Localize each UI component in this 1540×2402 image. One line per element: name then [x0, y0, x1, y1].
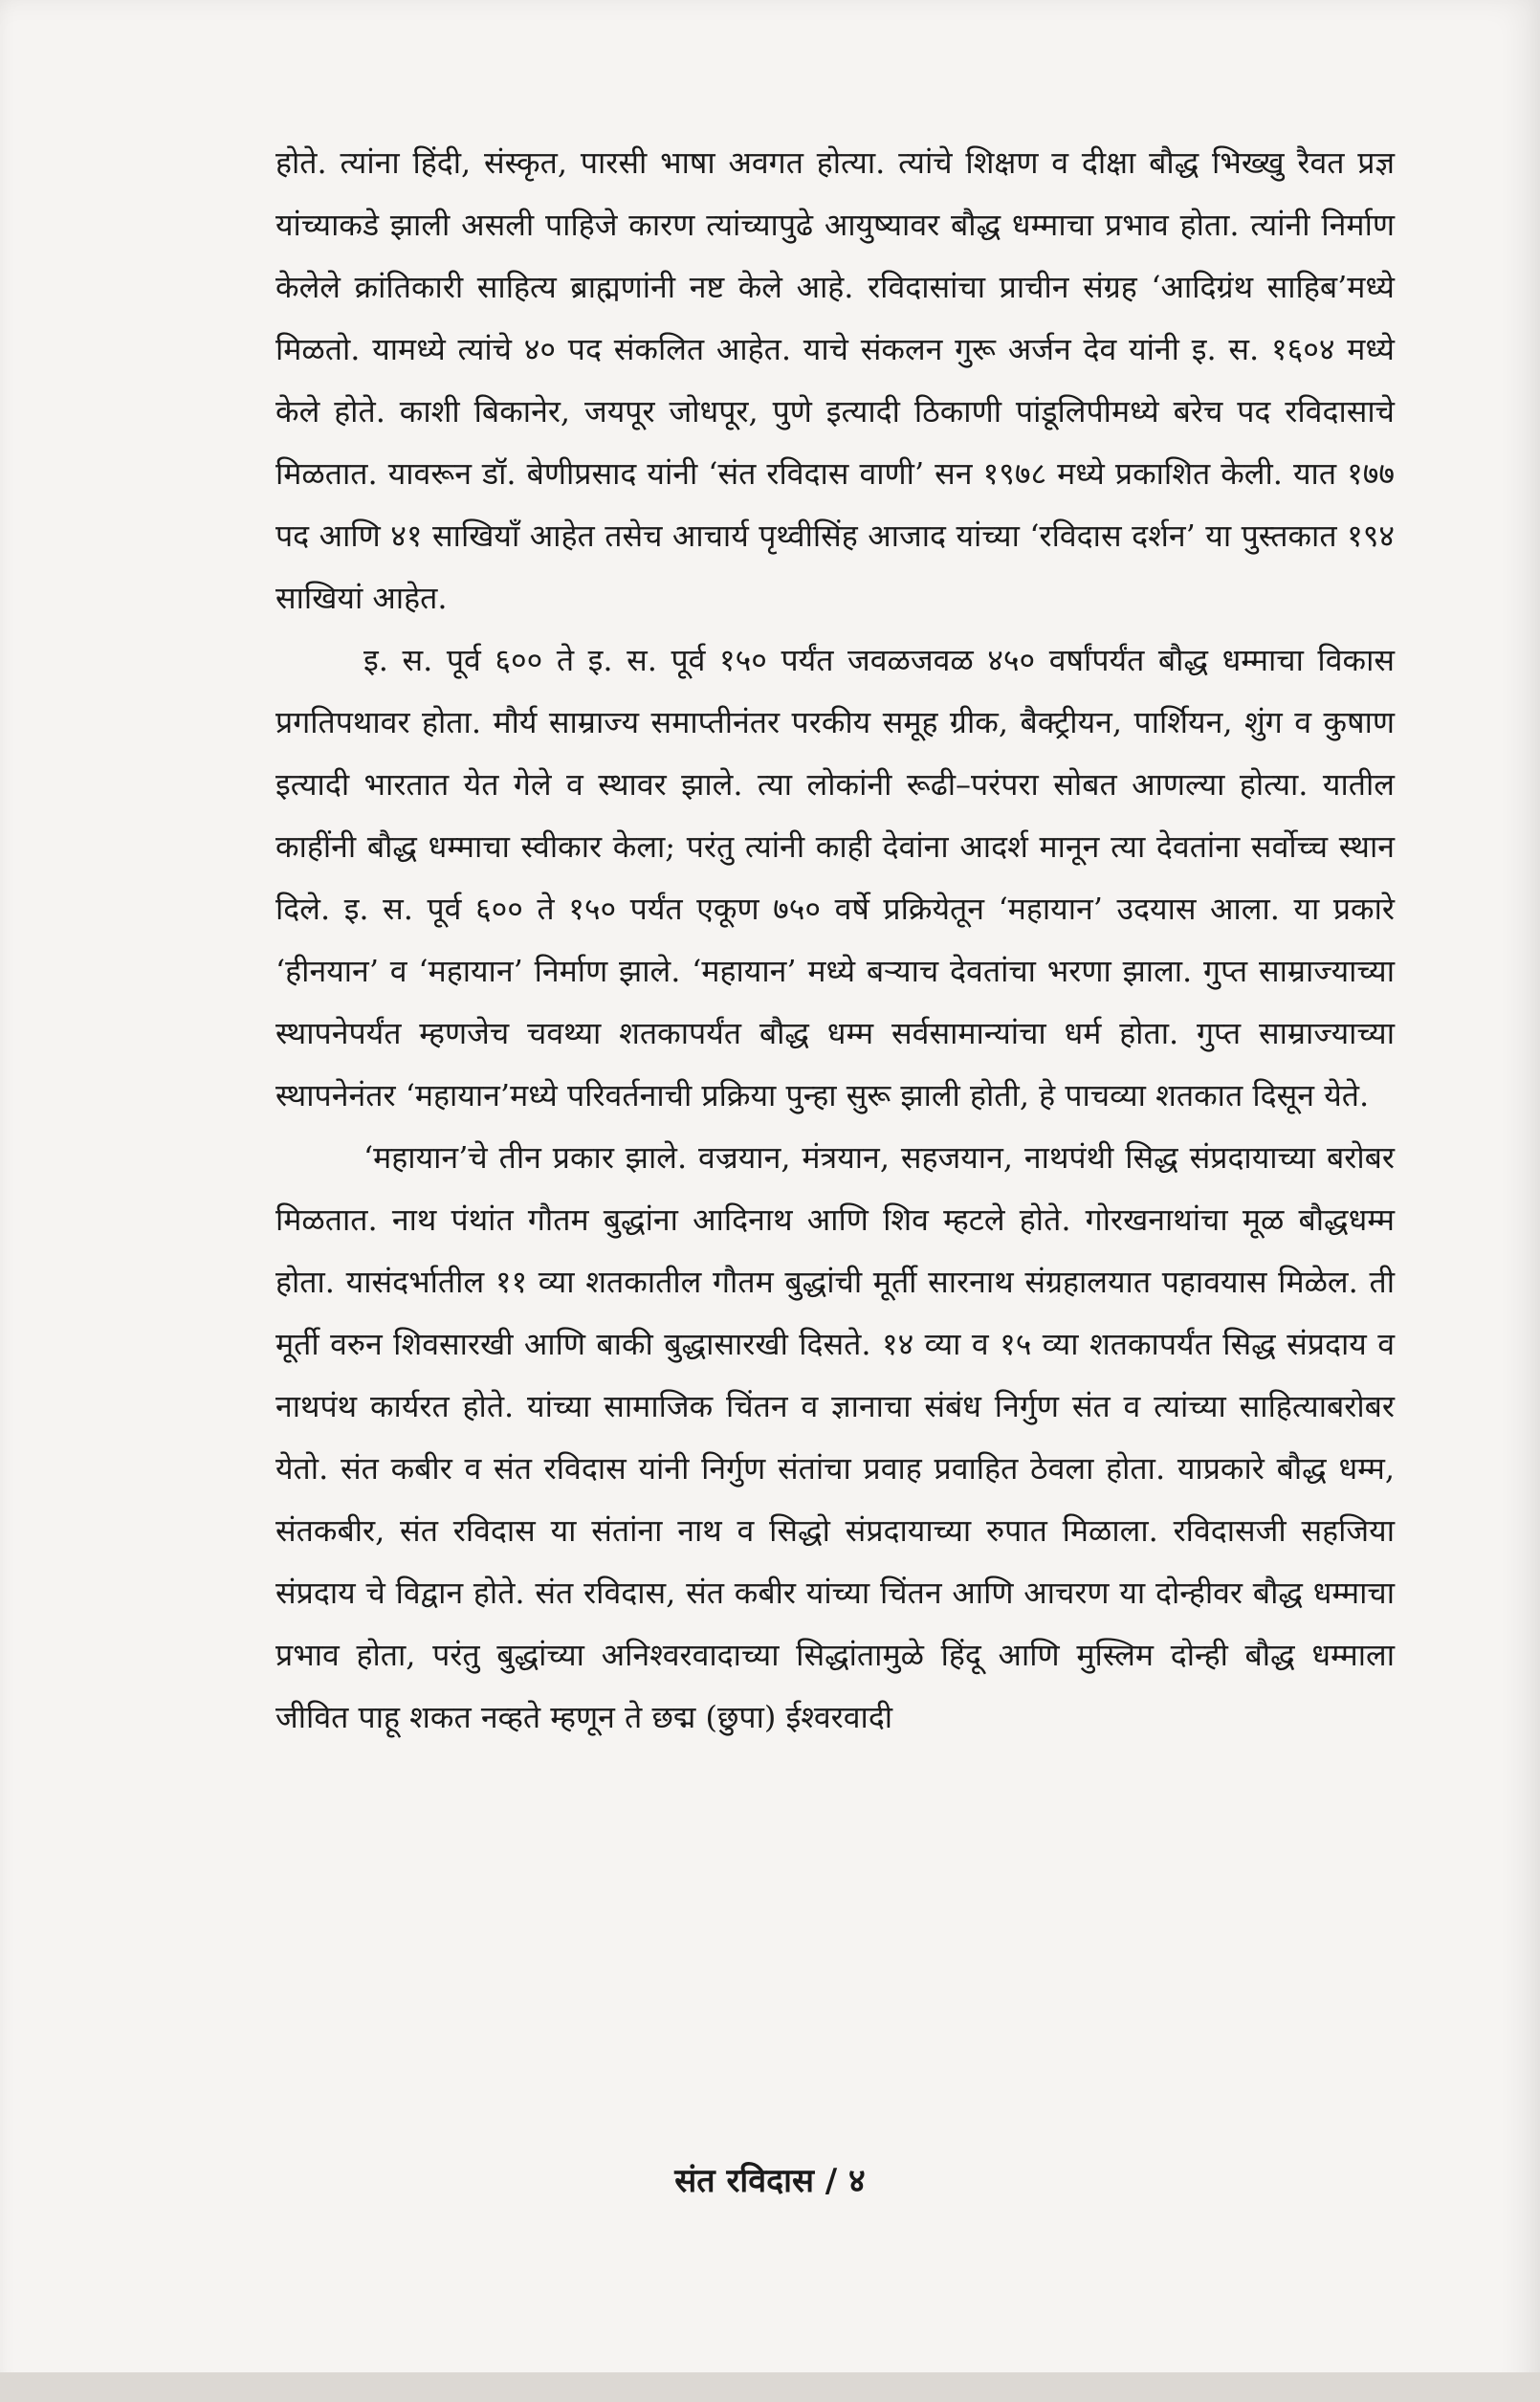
- paragraph-1: होते. त्यांना हिंदी, संस्कृत, पारसी भाषा अवगत होत्या. त्यांचे शिक्षण व दीक्षा बौद्ध भिख्खु रैवत प्रज्ञ यांच्याकडे झाली असली पाहिजे कारण त्यांच्यापुढे आयुष्यावर बौद्ध धम्माचा प्रभाव होता. त्यांनी निर्माण केलेले क्रांतिकारी साहित्य ब्राह्मणांनी नष्ट केले आहे. रविदासांचा प्राचीन संग्रह ‘आदिग्रंथ साहिब’मध्ये मिळतो. यामध्ये त्यांचे ४० पद संकलित आहेत. याचे संकलन गुरू अर्जन देव यांनी इ. स. १६०४ मध्ये केले होते. काशी बिकानेर, जयपूर जोधपूर, पुणे इत्यादी ठिकाणी पांडूलिपीमध्ये बरेच पद रविदासाचे मिळतात. यावरून डॉ. बेणीप्रसाद यांनी ‘संत रविदास वाणी’ सन १९७८ मध्ये प्रकाशित केली. यात १७७ पद आणि ४१ साखियाँ आहेत तसेच आचार्य पृथ्वीसिंह आजाद यांच्या ‘रविदास दर्शन’ या पुस्तकात १९४ साखियां आहेत.: [275, 144, 1395, 616]
- paragraph-3: ‘महायान’चे तीन प्रकार झाले. वज्रयान, मंत्रयान, सहजयान, नाथपंथी सिद्ध संप्रदायाच्या बरोबर मिळतात. नाथ पंथांत गौतम बुद्धांना आदिनाथ आणि शिव म्हटले होते. गोरखनाथांचा मूळ बौद्धधम्म होता. यासंदर्भातील ११ व्या शतकातील गौतम बुद्धांची मूर्ती सारनाथ संग्रहालयात पहावयास मिळेल. ती मूर्ती वरुन शिवसारखी आणि बाकी बुद्धासारखी दिसते. १४ व्या व १५ व्या शतकापर्यंत सिद्ध संप्रदाय व नाथपंथ कार्यरत होते. यांच्या सामाजिक चिंतन व ज्ञानाचा संबंध निर्गुण संत व त्यांच्या साहित्याबरोबर येतो. संत कबीर व संत रविदास यांनी निर्गुण संतांचा प्रवाह प्रवाहित ठेवला होता. याप्रकारे बौद्ध धम्म, संतकबीर, संत रविदास या संतांना नाथ व सिद्धो संप्रदायाच्या रुपात मिळाला. रविदासजी सहजिया संप्रदाय चे विद्वान होते. संत रविदास, संत कबीर यांच्या चिंतन आणि आचरण या दोन्हीवर बौद्ध धम्माचा प्रभाव होता, परंतु बुद्धांच्या अनिश्वरवादाच्या सिद्धांतामुळे हिंदू आणि मुस्लिम दोन्ही बौद्ध धम्माला जीवित पाहू शकत नव्हते म्हणून ते छद्म (छुपा) ईश्वरवादी: [275, 1139, 1395, 1735]
- page-body-text: [275, 132, 1395, 2093]
- page-footer: संत रविदास / ४: [674, 2162, 866, 2200]
- paragraph-2: इ. स. पूर्व ६०० ते इ. स. पूर्व १५० पर्यंत जवळजवळ ४५० वर्षांपर्यंत बौद्ध धम्माचा विकास प्रगतिपथावर होता. मौर्य साम्राज्य समाप्तीनंतर परकीय समूह ग्रीक, बैक्ट्रीयन, पार्शियन, शुंग व कुषाण इत्यादी भारतात येत गेले व स्थावर झाले. त्या लोकांनी रूढी–परंपरा सोबत आणल्या होत्या. यातील काहींनी बौद्ध धम्माचा स्वीकार केला; परंतु त्यांनी काही देवांना आदर्श मानून त्या देवतांना सर्वोच्च स्थान दिले. इ. स. पूर्व ६०० ते १५० पर्यंत एकूण ७५० वर्षे प्रक्रियेतून ‘महायान’ उदयास आला. या प्रकारे ‘हीनयान’ व ‘महायान’ निर्माण झाले. ‘महायान’ मध्ये बऱ्याच देवतांचा भरणा झाला. गुप्त साम्राज्याच्या स्थापनेपर्यंत म्हणजेच चवथ्या शतकापर्यंत बौद्ध धम्म सर्वसामान्यांचा धर्म होता. गुप्त साम्राज्याच्या स्थापनेनंतर ‘महायान’मध्ये परिवर्तनाची प्रक्रिया पुन्हा सुरू झाली होती, हे पाचव्या शतकात दिसून येते.: [275, 642, 1395, 1113]
- page-bottom-edge: [0, 2372, 1540, 2402]
